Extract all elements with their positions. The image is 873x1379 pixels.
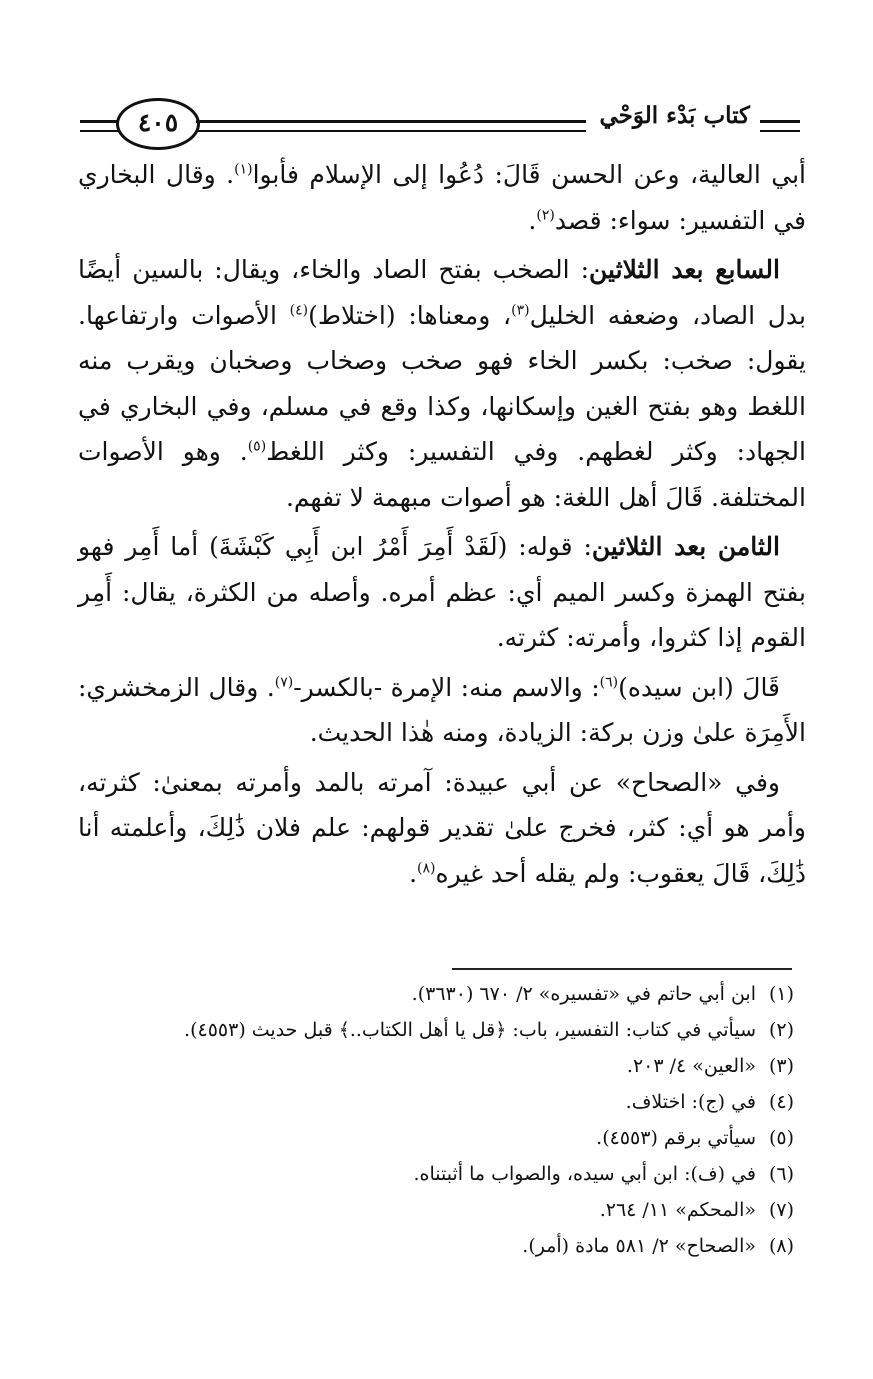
footnote-marker[interactable]: (٢)	[536, 207, 555, 224]
page-header	[80, 90, 800, 150]
text-run: . وقال الزمخشري: الأَمِرَة علىٰ وزن بركة: الزيادة، ومنه هٰذا الحديث.	[78, 672, 806, 747]
footnotes-list	[184, 976, 794, 1264]
paragraph	[78, 152, 806, 243]
text-run: .	[409, 858, 418, 888]
paragraph	[78, 760, 806, 897]
footnote-text: في (ج): اختلاف.	[625, 1091, 756, 1113]
header-rule-left	[80, 120, 120, 132]
footnote-number: (٧)	[768, 1199, 794, 1221]
page-number: ٤٠٥	[116, 98, 200, 150]
header-rule-middle	[196, 120, 586, 132]
footnote-number: (٢)	[768, 1019, 794, 1041]
footnote-number: (١)	[768, 983, 794, 1005]
footnote-item	[300, 976, 794, 1012]
footnote-number: (٦)	[768, 1163, 794, 1185]
text-run: . وهو الأصوات المختلفة. قَالَ أهل اللغة: هو أصوات مبهمة لا تفهم.	[78, 437, 806, 512]
footnote-text: «المحكم» ١١/ ٢٦٤.	[599, 1199, 756, 1221]
footnote-marker[interactable]: (٤)	[289, 302, 309, 319]
text-run: .	[528, 205, 537, 235]
footnote-marker[interactable]: (١)	[234, 161, 253, 178]
footnote-item	[300, 1048, 794, 1084]
text-run: . وقال البخاري في التفسير: سواء: قصد	[78, 160, 806, 235]
footnote-text: «الصحاح» ٢/ ٥٨١ مادة (أمر).	[522, 1235, 756, 1257]
text-run: ، ومعناها: (اختلاط)	[308, 300, 512, 330]
footnote-marker[interactable]: (٨)	[417, 860, 436, 877]
footnote-text: في (ف): ابن أبي سيده، والصواب ما أثبتناه.	[413, 1163, 756, 1185]
footnote-item	[300, 1192, 794, 1228]
paragraph	[78, 247, 806, 520]
footnote-marker[interactable]: (٥)	[247, 438, 267, 455]
paragraph-heading: السابع بعد الثلاثين	[589, 255, 780, 284]
text-run: : الصخب بفتح الصاد والخاء، ويقال: بالسين أيضًا بدل الصاد، وضعفه الخليل	[78, 255, 807, 330]
footnote-marker[interactable]: (٣)	[511, 302, 530, 319]
footnote-item	[300, 1156, 794, 1192]
footnote-marker[interactable]: (٦)	[599, 674, 619, 691]
paragraph	[78, 524, 806, 661]
text-run: وفي «الصحاح» عن أبي عبيدة: آمرته بالمد وأمرته بمعنىٰ: كثرته، وأمر هو أي: كثر، فخرج علىٰ تقدير قولهم: علم فلان ذَٰلِكَ، وأعلمته أنا ذَٰلِكَ، قَالَ يعقوب: ولم يقله أحد غيره	[78, 767, 806, 888]
paragraph	[78, 665, 806, 756]
footnote-text: سيأتي في كتاب: التفسير، باب: ﴿قل يا أهل الكتاب..﴾ قبل حديث (٤٥٥٣).	[184, 1019, 756, 1041]
text-run: : قوله: (لَقَدْ أَمِرَ أَمْرُ ابن أَبِي كَبْشَةَ) أما أَمِر فهو بفتح الهمزة وكسر الميم أي: عظم أمره. وأصله من الكثرة، يقال: أَمِر القوم إذا كثروا، وأمرته: كثرته.	[78, 532, 806, 652]
text-run: الأصوات وارتفاعها. يقول: صخب: بكسر الخاء فهو صخب وصخاب وصخبان ويقرب منه اللغط وهو بفتح الغين وإسكانها، وكذا وقع في مسلم، وفي البخاري في الجهاد: وكثر لغطهم. وفي التفسير: وكثر اللغط	[78, 300, 806, 466]
footnote-text: «العين» ٤/ ٢٠٣.	[626, 1055, 756, 1077]
paragraph-heading: الثامن بعد الثلاثين	[591, 532, 780, 561]
text-run: : والاسم منه: الإمرة -بالكسر-	[293, 672, 600, 702]
footnote-number: (٣)	[768, 1055, 794, 1077]
footnote-separator	[452, 968, 792, 970]
footnote-text: سيأتي برقم (٤٥٥٣).	[596, 1127, 756, 1149]
header-rule-right	[760, 120, 800, 132]
text-run: قَالَ (ابن سيده)	[618, 672, 781, 702]
footnote-item	[300, 1228, 794, 1264]
footnote-item	[300, 1084, 794, 1120]
footnote-number: (٨)	[768, 1235, 794, 1257]
footnote-item	[300, 1120, 794, 1156]
running-title: كتاب بَدْء الوَحْي	[599, 102, 750, 129]
main-text	[78, 152, 806, 900]
footnote-text: ابن أبي حاتم في «تفسيره» ٢/ ٦٧٠ (٣٦٣٠).	[411, 983, 756, 1005]
footnote-marker[interactable]: (٧)	[274, 674, 294, 691]
footnote-number: (٥)	[768, 1127, 794, 1149]
text-run: أبي العالية، وعن الحسن قَالَ: دُعُوا إلى الإسلام فأبوا	[252, 160, 806, 189]
footnote-number: (٤)	[768, 1091, 794, 1113]
footnote-item	[184, 1012, 794, 1048]
